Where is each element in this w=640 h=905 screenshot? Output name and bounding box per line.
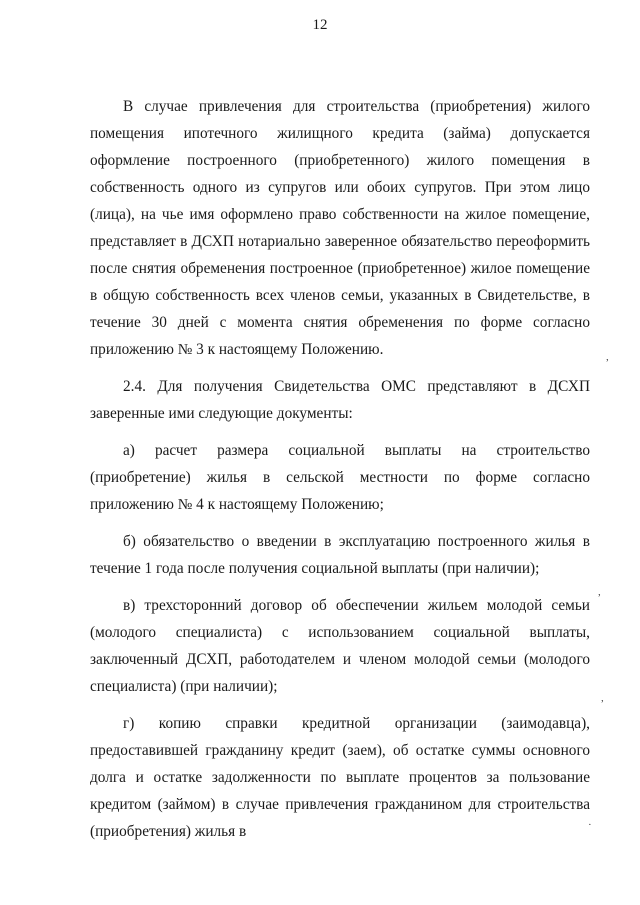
paragraph-item-b: б) обязательство о введении в эксплуатацию построенного жилья в течение 1 года после получения социальной выплаты (при наличии);: [90, 533, 590, 577]
paragraph-item-v: в) трехсторонний договор об обеспечении жильем молодой семьи (молодого специалиста) с использованием социальной выплаты, заключенный ДСХП, работодателем и членом молодой семьи (молодого специалиста) (при наличии);: [90, 597, 590, 695]
scan-speck: ·: [588, 819, 592, 831]
scan-speck: ,: [598, 586, 601, 598]
document-body: [90, 93, 590, 845]
paragraph-mortgage-ownership: В случае привлечения для строительства (приобретения) жилого помещения ипотечного жилищного кредита (займа) допускается оформление построенного (приобретенного) жилого помещения в собственность одного из супругов или обоих супругов. При этом лицо (лица), на чье имя оформлено право собственности на жилое помещение, представляет в ДСХП нотариально заверенное обязательство переоформить после снятия обременения построенное (приобретенное) жилое помещение в общую собственность всех членов семьи, указанных в Свидетельстве, в течение 30 дней с момента снятия обременения по форме согласно приложению № 3 к настоящему Положению.: [90, 98, 590, 358]
scan-speck: ,: [601, 692, 604, 704]
paragraph-item-a: а) расчет размера социальной выплаты на строительство (приобретение) жилья в сельской местности по форме согласно приложению № 4 к настоящему Положению;: [90, 442, 590, 513]
page-number: 12: [312, 17, 328, 33]
scan-speck: ,: [606, 351, 609, 363]
paragraph-item-g: г) копию справки кредитной организации (заимодавца), предоставившей гражданину кредит (заем), об остатке суммы основного долга и остатке задолженности по выплате процентов за пользование кредитом (займом) в случае привлечения гражданином для строительства (приобретения) жилья в: [90, 715, 590, 840]
paragraph-2-4-intro: 2.4. Для получения Свидетельства ОМС представляют в ДСХП заверенные ими следующие документы:: [90, 378, 590, 422]
